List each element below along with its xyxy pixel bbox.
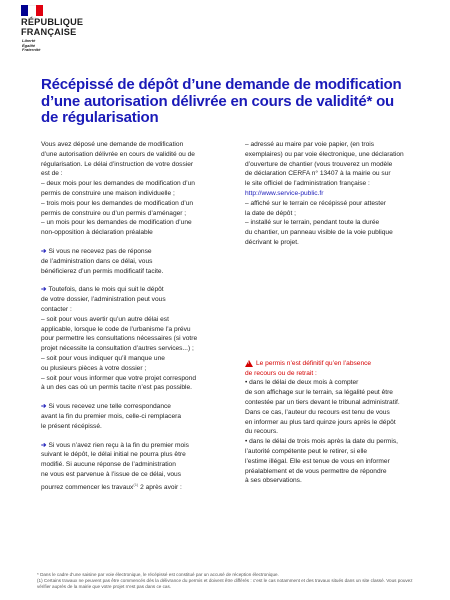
- requirement-item: décrivant le projet.: [245, 238, 299, 246]
- contact-list-item: ou plusieurs pièces à votre dossier ;: [41, 364, 147, 372]
- recourse-item: du recours.: [245, 428, 278, 436]
- motto-line-2: Égalité: [22, 42, 36, 48]
- logo-line-2: FRANÇAISE: [21, 27, 77, 37]
- contact-line: [41, 285, 227, 295]
- arrow-right-icon: ➔: [41, 441, 47, 449]
- works-text: Si vous n’avez rien reçu à la fin du premier mois: [48, 441, 189, 449]
- requirement-item: – adressé au maire par voie papier, (en trois: [245, 141, 375, 148]
- replacement-text: Si vous recevez une telle correspondance: [48, 403, 171, 411]
- recourse-item: de son affichage sur le terrain, sa légalité peut être: [245, 389, 393, 397]
- works-line: suivant le dépôt, le délai initial ne pourra plus être: [41, 451, 186, 459]
- replacement-line: le présent récépissé.: [41, 422, 102, 430]
- flag-blue-band: [21, 5, 28, 16]
- delay-list-item: – un mois pour les demandes de modification d’une: [41, 219, 192, 227]
- works-text: pourrez commencer les travaux: [41, 483, 134, 491]
- delay-list-item: – deux mois pour les demandes de modification d’un: [41, 180, 195, 188]
- tacit-permit-line: bénéficierez d’un permis modificatif tacite.: [41, 267, 164, 275]
- contact-list-item: – soit pour vous indiquer qu’il manque une: [41, 354, 165, 362]
- contact-list-item: – soit pour vous avertir qu’un autre délai est: [41, 315, 169, 323]
- works-line: [41, 441, 227, 451]
- works-line: [41, 480, 227, 493]
- delay-list-item: permis de construire ou d’un permis d’aménager ;: [41, 209, 187, 217]
- requirement-item: – installé sur le terrain, pendant toute la durée: [245, 219, 380, 227]
- requirement-item: – affiché sur le terrain ce récépissé pour attester: [245, 199, 386, 207]
- tacit-permit-line: de l’administration dans ce délai, vous: [41, 257, 153, 265]
- intro-line: est de :: [41, 170, 63, 178]
- warning-icon: !: [245, 360, 253, 367]
- requirement-item: d’ouverture de chantier (vous trouverez un modèle: [245, 160, 393, 168]
- motto-line-1: Liberté: [22, 38, 36, 43]
- tacit-permit-line: [41, 247, 227, 257]
- warning-title-line: de recours ou de retrait :: [245, 369, 317, 377]
- delay-list-item: non-opposition à déclaration préalable: [41, 229, 153, 237]
- page-title: Récépissé de dépôt d’une demande de modification d’une autorisation délivrée en cours de validité* ou de régularisation: [41, 76, 402, 126]
- footnotes: [37, 572, 422, 590]
- footnote-electronic: * Dans le cadre d’une saisine par voie électronique, le récépissé est constitué par un accusé de réception électronique.: [37, 572, 279, 577]
- logo-line-1: RÉPUBLIQUE: [21, 17, 84, 27]
- flag-red-band: [36, 5, 43, 16]
- warning-title-line: Le permis n’est définitif qu’en l’absence: [256, 359, 372, 367]
- works-line: ne vous est parvenue à l’issue de ce délai, vous: [41, 470, 182, 478]
- recourse-item: l’estime illégal. Elle est tenue de vous en informer: [245, 457, 390, 465]
- recourse-item: l’autorité compétente peut le retirer, si elle: [245, 447, 368, 455]
- requirement-item: du chantier, un panneau visible de la voie publique: [245, 229, 393, 237]
- contact-text: Toutefois, dans le mois qui suit le dépôt: [48, 286, 164, 294]
- service-public-link[interactable]: http://www.service-public.fr: [245, 189, 324, 197]
- contact-list-item: pour permettre les consultations nécessaires (si votre: [41, 335, 198, 343]
- warning-heading: [245, 359, 425, 369]
- recourse-item: préalablement et de vous permettre de répondre: [245, 467, 387, 475]
- motto-line-3: Fraternité: [22, 47, 41, 53]
- tacit-permit-text: Si vous ne recevez pas de réponse: [48, 247, 152, 255]
- footnote-reference: (1): [133, 481, 139, 487]
- contact-line: contacter :: [41, 305, 72, 313]
- recourse-item: • dans le délai de deux mois à compter: [245, 379, 359, 387]
- requirement-item: exemplaires) ou par voie électronique, une déclaration: [245, 150, 404, 158]
- delay-list-item: permis de construire une maison individuelle ;: [41, 189, 175, 197]
- intro-line: régularisation. Le délai d’instruction de votre dossier: [41, 160, 194, 168]
- footnote-works: (1) Certains travaux ne peuvent pas être commencés dès la délivrance du permis et doivent être différés : c’est le cas notamment et des travaux situés dans un site classé. Vous pouvez vérifier auprès de la mairie que votre projet n’est pas dans ce cas.: [37, 578, 413, 589]
- contact-list-item: projet nécessite la consultation d’autres services...) ;: [41, 345, 194, 353]
- republic-motto: [22, 39, 40, 53]
- recourse-item: en informer au plus tard quinze jours après le dépôt: [245, 418, 396, 426]
- contact-list-item: applicable, lorsque le code de l’urbanisme l’a prévu: [41, 325, 191, 333]
- recourse-item: à ses observations.: [245, 477, 302, 485]
- intro-line: d’une autorisation délivrée en cours de validité ou de: [41, 150, 195, 158]
- right-column: [245, 140, 425, 486]
- contact-list-item: à un des cas où un permis tacite n’est pas possible.: [41, 384, 193, 392]
- left-column: [41, 140, 227, 493]
- delay-list-item: – trois mois pour les demandes de modification d’un: [41, 199, 194, 207]
- contact-list-item: – soit pour vous informer que votre projet correspond: [41, 374, 197, 382]
- recourse-item: Dans ce cas, l’auteur du recours est tenu de vous: [245, 408, 390, 416]
- replacement-line: [41, 402, 227, 412]
- arrow-right-icon: ➔: [41, 403, 47, 411]
- arrow-right-icon: ➔: [41, 247, 47, 255]
- works-line: modifié. Si aucune réponse de l’administration: [41, 461, 176, 469]
- arrow-right-icon: ➔: [41, 286, 47, 294]
- contact-line: de votre dossier, l’administration peut vous: [41, 296, 166, 304]
- recourse-item: contestée par un tiers devant le tribunal administratif.: [245, 398, 400, 406]
- recourse-item: • dans le délai de trois mois après la date du permis,: [245, 438, 398, 446]
- intro-line: Vous avez déposé une demande de modification: [41, 141, 184, 148]
- requirement-item: la date de dépôt ;: [245, 209, 296, 217]
- works-text-end: 2 après avoir :: [138, 483, 182, 491]
- replacement-line: avant la fin du premier mois, celle-ci remplacera: [41, 412, 181, 420]
- republic-logo-text: [21, 17, 83, 37]
- republic-flag-logo: [21, 5, 43, 16]
- requirement-item: le site officiel de l’administration française :: [245, 180, 370, 188]
- requirement-item: de déclaration CERFA n° 13407 à la mairie ou sur: [245, 170, 391, 178]
